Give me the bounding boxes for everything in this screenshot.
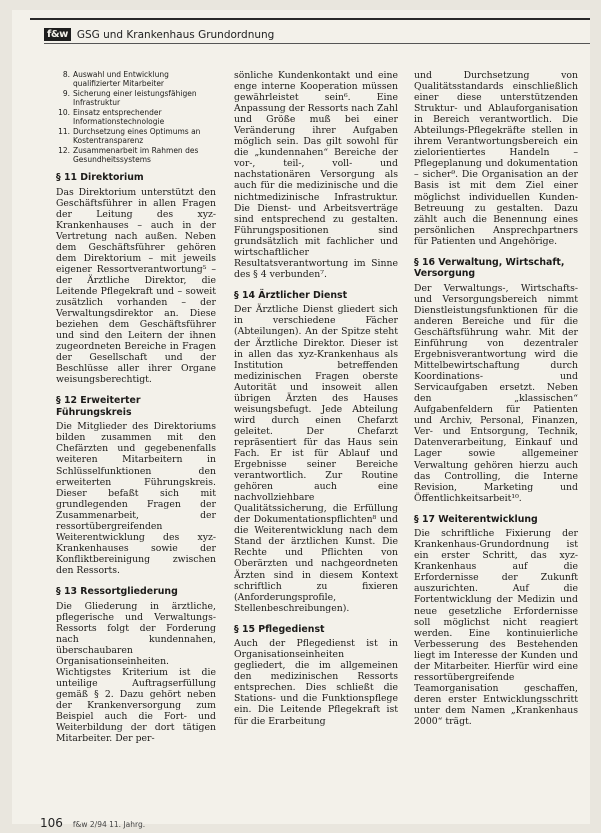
column-1 <box>56 70 216 744</box>
section-body-11: Das Direktorium unterstützt den Geschäftsführer in allen Fragen der Leitung des xyz-Krankenhauses – auch in der Vertretung nach außen. Neben dem Geschäftsführer gehören dem Direktorium – mit jeweils eigener Ressortverantwortung⁵ – der Ärztliche Direktor, die Leitende Pflegekraft und – soweit zusätzlich vorhanden – der Verwaltungsdirektor an. Diese beziehen dem Geschäftsführer und sind den Leitern der ihnen zugeordneten Bereiche in Fragen der Gesellschaft und der Beschlüsse aller ihrer Organe weisungsberechtigt. <box>56 186 216 386</box>
section-body-13-cont: sönliche Kundenkontakt und eine enge interne Kooperation müssen gewährleistet sein⁶. Eine Anpassung der Ressorts nach Zahl und Größe muß bei einer Veränderung ihrer Aufgaben möglich sein. Das gilt sowohl für die „kundennahen“ Bereiche der vor-, teil-, voll- und nachstationären Versorgung als auch für die medizinische und die nichtmedizinische Infrastruktur. Die Dienst- und Arbeitsverträge sind entsprechend zu gestalten. Führungspositionen sind grundsätzlich mit fachlicher und wirtschaftlicher Resultatsverantwortung im Sinne des § 4 verbunden⁷. <box>234 70 398 280</box>
section-body-14: Der Ärztliche Dienst gliedert sich in verschiedene Fächer (Abteilungen). An der Spitze steht der Ärztliche Direktor. Dieser ist in allen das xyz-Krankenhaus als Institution betreffenden medizinischen Fragen oberste Autorität und insoweit allen übrigen Ärzten des Hauses weisungsbefugt. Jede Abteilung wird durch einen Chefarzt geleitet. Der Chefarzt repräsentiert für das Haus sein Fach. Er ist für Ablauf und Ergebnisse seiner Bereiche verantwortlich. Zur Routine gehören auch eine nachvollziehbare Qualitätssicherung, die Erfüllung der Dokumentationspflichten⁸ und die Weiterentwicklung nach dem Stand der ärztlichen Kunst. Die Rechte und Pflichten von Oberärzten und nachgeordneten Ärzten sind in diesem Kontext schriftlich zu fixieren (Anforderungsprofile, Stellenbeschreibungen). <box>234 304 398 614</box>
section-body-15-cont: und Durchsetzung von Qualitätsstandards einschließlich einer diese unterstützenden Struktur- und Ablauforganisation in Bereich verantwortlich. Die Abteilungs-Pflegekräfte stellen in ihrem Verantwortungsbereich ein zielorientiertes Handeln – Pflegeplanung und dokumentation – sicher⁹. Die Organisation an der Basis ist mit dem Ziel einer möglichst individuellen Kunden-Betreuung zu gestalten. Dazu zählt auch die Benennung eines persönlichen Ansprechpartners für Patienten und Angehörige. <box>414 70 578 247</box>
column-3 <box>414 70 578 727</box>
top-rule <box>30 18 590 20</box>
list-item: 10. Einsatz entsprechender Informationstechnologie <box>58 108 165 126</box>
section-body-12: Die Mitglieder des Direktoriums bilden zusammen mit den Chefärzten und gegebenenfalls weiteren Mitarbeitern in Schlüsselfunktionen den erweiterten Führungskreis. Dieser befaßt sich mit grundlegenden Fragen der Zusammenarbeit, der ressortübergreifenden Weiterentwicklung des xyz-Krankenhauses sowie der Konfliktbereinigung zwischen den Ressorts. <box>56 421 216 576</box>
page-footer <box>40 816 145 830</box>
section-body-13: Die Gliederung in ärztliche, pflegerische und Verwaltungs-Ressorts folgt der Forderung nach kundennahen, überschaubaren Organisationseinheiten. Wichtigstes Kriterium ist die unteilige Auftragserfüllung gemäß § 2. Dazu gehört neben der Krankenversorgung zum Beispiel auch die Fort- und Weiterbildung der dort tätigen Mitarbeiter. Der per- <box>56 600 216 745</box>
section-body-15: Auch der Pflegedienst ist in Organisationseinheiten gegliedert, die im allgemeinen den medizinischen Ressorts entsprechen. Dies schließt die Stations- und die Funktionspflege ein. Die Leitende Pflegekraft ist für die Erarbeitung <box>234 638 398 727</box>
list-item: 11. Durchsetzung eines Optimums an Kostentransparenz <box>58 127 201 145</box>
list-item: 8. Auswahl und Entwicklung qualifizierter Mitarbeiter <box>62 70 169 88</box>
page <box>12 10 590 830</box>
section-heading-15: § 15 Pflegedienst <box>234 623 325 635</box>
section-heading-16: § 16 Verwaltung, Wirtschaft, Versorgung <box>414 256 565 280</box>
running-header <box>44 28 274 41</box>
section-body-17: Die schriftliche Fixierung der Krankenhaus-Grundordnung ist ein erster Schritt, das xyz-Krankenhaus auf die Erfordernisse der Zukunft auszurichten. Auf die Fortentwicklung der Medizin und neue gesetzliche Erfordernisse soll möglichst nicht reagiert werden. Eine kontinuierliche Verbesserung des Bestehenden liegt im Interesse der Kunden und der Mitarbeiter. Hierfür wird eine ressortübergreifende Teamorganisation geschaffen, deren erster Entwicklungsschritt unter dem Namen „Krankenhaus 2000“ trägt. <box>414 528 578 727</box>
journal-logo: f&w <box>44 28 71 41</box>
page-number: 106 <box>40 816 63 830</box>
running-header-title: GSG und Krankenhaus Grundordnung <box>76 28 275 41</box>
section-body-16: Der Verwaltungs-, Wirtschafts- und Versorgungsbereich nimmt Dienstleistungsfunktionen für die anderen Bereiche und für die Geschäftsführung wahr. Mit der Einführung von dezentraler Ergebnisverantwortung wird die Mittelbewirtschaftung durch Koordinations- und Servicaufgaben ersetzt. Neben den „klassischen“ Aufgabenfeldern für Patienten und Archiv, Personal, Finanzen, Ver- und Entsorgung, Technik, Datenverarbeitung, Einkauf und Lager sowie allgemeiner Verwaltung gehören hierzu auch das Controlling, die Interne Revision, Marketing und Öffentlichkeitsarbeit¹⁰. <box>414 282 578 504</box>
journal-citation: f&w 2/94 11. Jahrg. <box>72 820 146 829</box>
goals-list <box>56 70 216 164</box>
list-item: 12. Zusammenarbeit im Rahmen des Gesundheitssystems <box>58 146 199 164</box>
section-heading-12: § 12 Erweiterter Führungskreis <box>56 395 141 418</box>
column-2 <box>234 70 398 727</box>
section-heading-14: § 14 Ärztlicher Dienst <box>234 289 348 301</box>
section-heading-11: § 11 Direktorium <box>56 172 144 183</box>
header-rule <box>44 43 590 44</box>
section-heading-17: § 17 Weiterentwicklung <box>414 513 538 525</box>
list-item: 9. Sicherung einer leistungsfähigen Infrastruktur <box>62 89 197 107</box>
section-heading-13: § 13 Ressortgliederung <box>56 586 178 597</box>
